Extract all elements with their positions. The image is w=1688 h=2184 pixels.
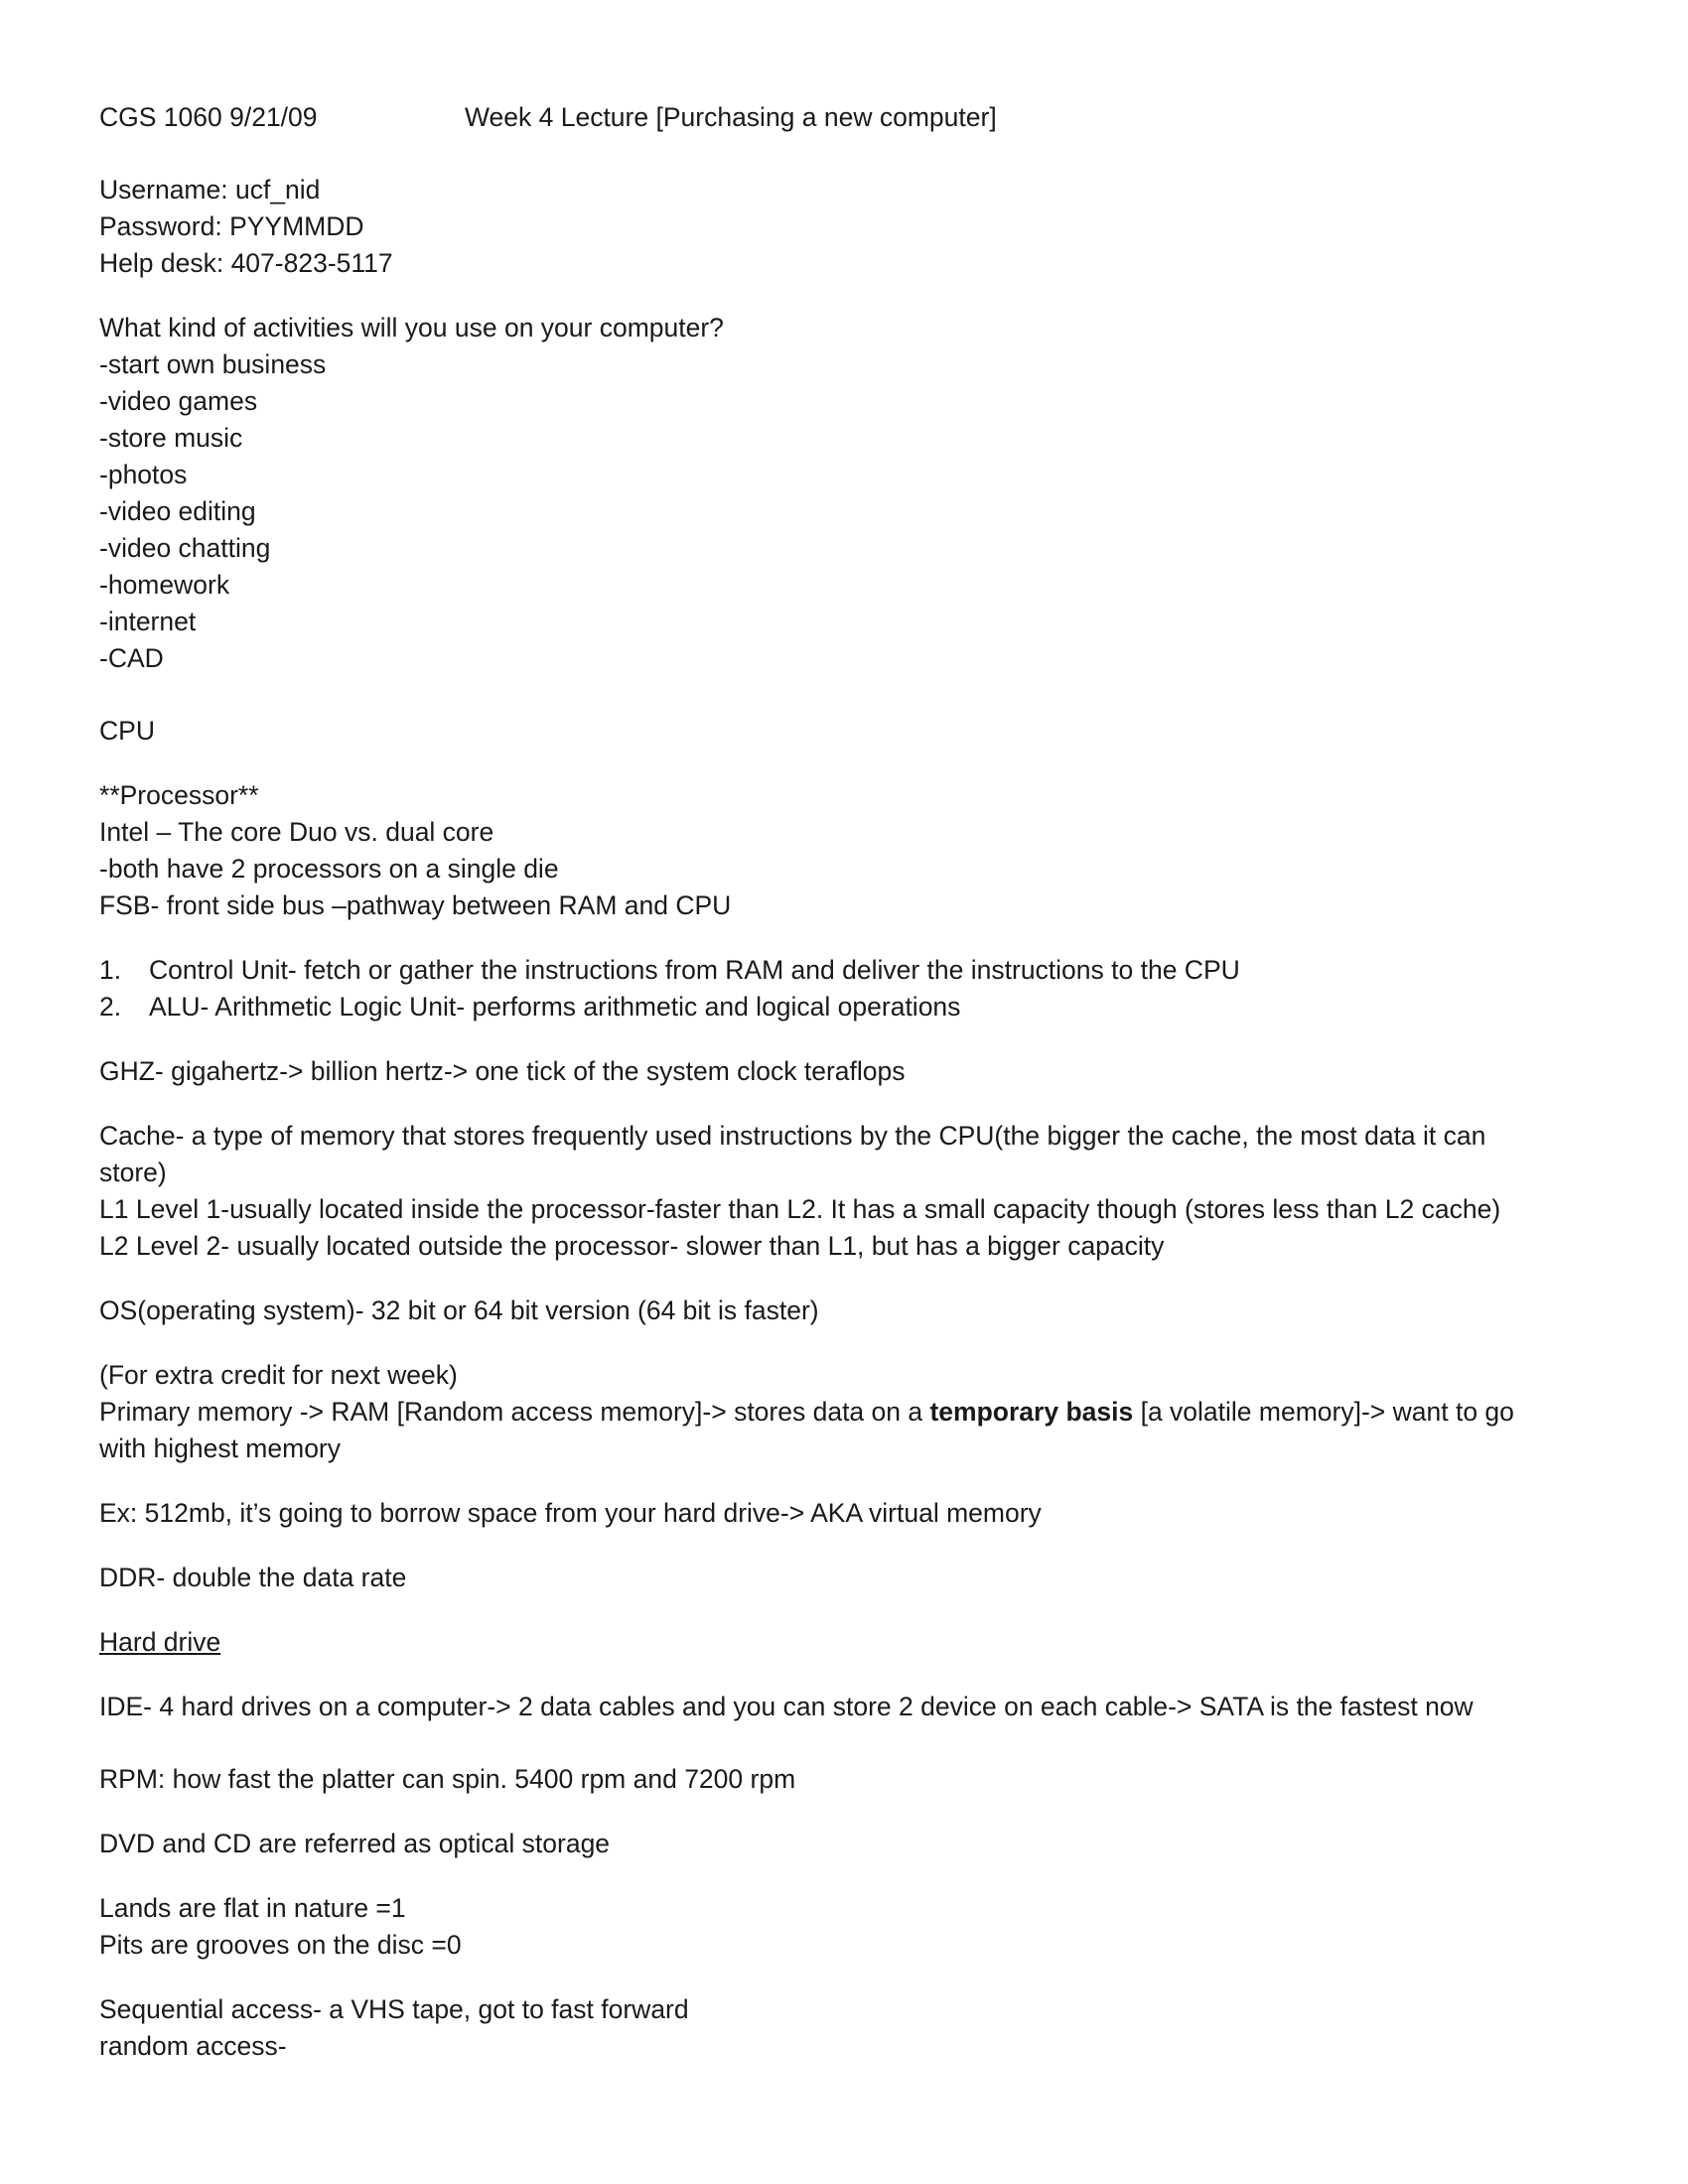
- course-date: CGS 1060 9/21/09: [99, 102, 318, 132]
- virtual-memory-line: Ex: 512mb, it’s going to borrow space from your hard drive-> AKA virtual memory: [99, 1498, 1042, 1528]
- cpu-parts-list: [99, 952, 1599, 1025]
- lands-line: Lands are flat in nature =1: [99, 1893, 406, 1923]
- ghz-section: [99, 1053, 1599, 1090]
- cache-line: Cache- a type of memory that stores frequently used instructions by the CPU(the bigger the cache, the most data it can: [99, 1121, 1486, 1151]
- list-item: -internet: [99, 607, 197, 636]
- l2-line: L2 Level 2- usually located outside the processor- slower than L1, but has a bigger capacity: [99, 1231, 1165, 1261]
- ghz-line: GHZ- gigahertz-> billion hertz-> one tick of the system clock teraflops: [99, 1056, 906, 1086]
- cache-line: store): [99, 1158, 167, 1187]
- ddr-section: [99, 1560, 1599, 1596]
- activities-section: [99, 310, 1599, 677]
- help-desk-line: Help desk: 407-823-5117: [99, 248, 393, 278]
- primary-memory-text-after: [a volatile memory]-> want to go: [1133, 1397, 1514, 1427]
- processor-line: Intel – The core Duo vs. dual core: [99, 817, 494, 847]
- primary-memory-line: [99, 1394, 1599, 1431]
- list-item: -store music: [99, 423, 243, 453]
- cache-section: [99, 1118, 1599, 1265]
- ide-section: [99, 1689, 1599, 1725]
- list-number: 1.: [99, 955, 122, 985]
- notes-body: [99, 99, 1599, 2093]
- list-item: -CAD: [99, 643, 164, 673]
- temporary-basis-text: temporary basis: [929, 1397, 1134, 1427]
- processor-line: FSB- front side bus –pathway between RAM and CPU: [99, 890, 732, 920]
- access-section: [99, 1991, 1599, 2065]
- os-section: [99, 1293, 1599, 1329]
- lecture-title: Week 4 Lecture [Purchasing a new computer]: [465, 102, 997, 132]
- processor-line: -both have 2 processors on a single die: [99, 854, 559, 884]
- list-text: ALU- Arithmetic Logic Unit- performs arithmetic and logical operations: [149, 992, 961, 1022]
- primary-memory-text: Primary memory -> RAM [Random access memory]-> stores data on a: [99, 1397, 930, 1427]
- pits-line: Pits are grooves on the disc =0: [99, 1930, 462, 1960]
- optical-line: DVD and CD are referred as optical storage: [99, 1829, 611, 1858]
- cpu-heading: CPU: [99, 716, 155, 746]
- ide-line: IDE- 4 hard drives on a computer-> 2 data cables and you can store 2 device on each cable-> SATA is the fastest now: [99, 1692, 1474, 1721]
- list-number: 2.: [99, 992, 122, 1022]
- password-line: Password: PYYMMDD: [99, 211, 364, 241]
- os-line: OS(operating system)- 32 bit or 64 bit version (64 bit is faster): [99, 1296, 819, 1325]
- ddr-line: DDR- double the data rate: [99, 1563, 407, 1592]
- list-text: Control Unit- fetch or gather the instructions from RAM and deliver the instructions to the CPU: [149, 955, 1240, 985]
- lands-pits-section: [99, 1890, 1599, 1964]
- sequential-line: Sequential access- a VHS tape, got to fast forward: [99, 1994, 689, 2024]
- activities-question: What kind of activities will you use on your computer?: [99, 313, 724, 342]
- processor-heading: **Processor**: [99, 780, 259, 810]
- list-item: -homework: [99, 570, 230, 600]
- optical-section: [99, 1826, 1599, 1862]
- rpm-section: [99, 1761, 1599, 1798]
- list-item: [99, 952, 1599, 989]
- list-item: -video chatting: [99, 533, 271, 563]
- memory-section: [99, 1357, 1599, 1467]
- login-info: [99, 172, 1599, 282]
- primary-memory-line-2: with highest memory: [99, 1433, 342, 1463]
- l1-line: L1 Level 1-usually located inside the processor-faster than L2. It has a small capacity though (stores less than L2 cache): [99, 1194, 1501, 1224]
- list-item: -video games: [99, 386, 258, 416]
- list-item: [99, 989, 1599, 1025]
- hard-drive-heading-block: [99, 1624, 1599, 1661]
- extra-credit-line: (For extra credit for next week): [99, 1360, 458, 1390]
- list-item: -video editing: [99, 496, 256, 526]
- random-line: random access-: [99, 2031, 287, 2061]
- cpu-heading-block: [99, 713, 1599, 750]
- processor-section: [99, 777, 1599, 924]
- list-item: -start own business: [99, 349, 327, 379]
- list-item: -photos: [99, 460, 188, 489]
- username-line: Username: ucf_nid: [99, 175, 321, 205]
- hard-drive-heading: Hard drive: [99, 1627, 221, 1657]
- rpm-line: RPM: how fast the platter can spin. 5400 rpm and 7200 rpm: [99, 1764, 796, 1794]
- virtual-memory-section: [99, 1495, 1599, 1532]
- header: [99, 99, 1599, 136]
